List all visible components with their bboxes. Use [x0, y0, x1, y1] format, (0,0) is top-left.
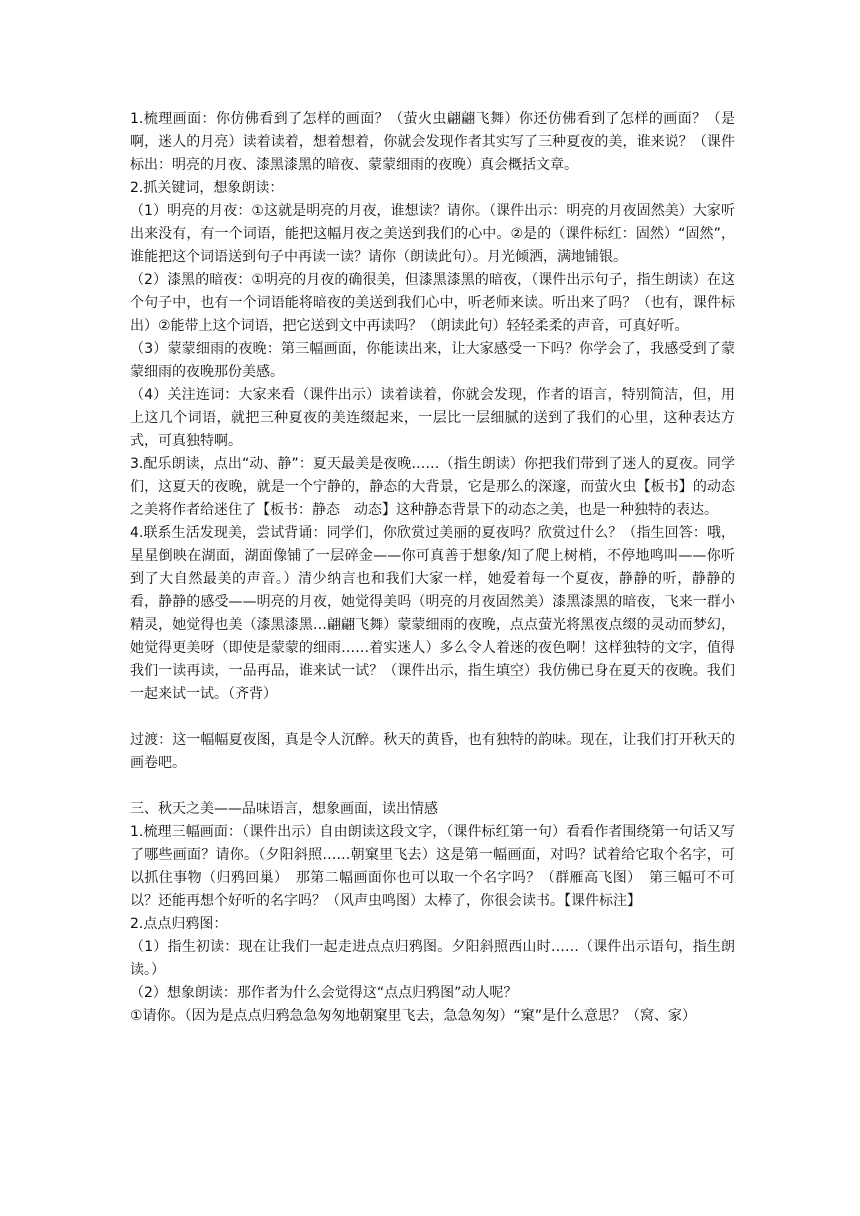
paragraph: 3.配乐朗读，点出“动、静”：夏天最美是夜晚……（指生朗读）你把我们带到了迷人的夏夜。同学们，这夏天的夜晚，就是一个宁静的，静态的大背景，它是那么的深邃，而萤火虫【板书】的动态之美将作者给迷住了【板书：静态 动态】这种静态背景下的动态之美，也是一种独特的表达。 — [130, 456, 735, 518]
paragraph: （4）关注连词：大家来看（课件出示）读着读着，你就会发现，作者的语言，特别简洁，但，用上这几个词语，就把三种夏夜的美连缀起来，一层比一层细腻的送到了我们的心里，这种表达方式，可真独特啊。 — [130, 387, 735, 449]
paragraph: 2.点点归鸦图： — [130, 916, 228, 932]
paragraph: ①请你。（因为是点点归鸦急急匆匆地朝窠里飞去，急急匆匆）“窠”是什么意思？（窝、家） — [130, 1008, 697, 1024]
blank-line — [130, 775, 735, 798]
paragraph: （1）明亮的月夜：①这就是明亮的月夜，谁想读？请你。（课件出示：明亮的月夜固然美）大家听出来没有，有一个词语，能把这幅月夜之美送到我们的心中。②是的（课件标红：固然）“固然”，谁能把这个词语送到句子中再读一读？请你（朗读此句）。月光倾洒，满地铺银。 — [130, 203, 735, 265]
paragraph: 过渡：这一幅幅夏夜图，真是令人沉醉。秋天的黄昏，也有独特的韵味。现在，让我们打开秋天的画卷吧。 — [130, 732, 735, 771]
paragraph: 1.梳理三幅画面：（课件出示）自由朗读这段文字，（课件标红第一句）看看作者围绕第一句话又写了哪些画面？请你。（夕阳斜照……朝窠里飞去）这是第一幅画面，对吗？试着给它取个名字，可以抓住事物（归鸦回巢） 那第二幅画面你也可以取一个名字吗？（群雁高飞图） 第三幅可不可以？还能再想个好听的名字吗？（风声虫鸣图）太棒了，你很会读书。【课件标注】 — [130, 824, 735, 909]
paragraph: （2）漆黑的暗夜：①明亮的月夜的确很美，但漆黑漆黑的暗夜，（课件出示句子，指生朗读）在这个句子中，也有一个词语能将暗夜的美送到我们心中，听老师来读。听出来了吗？（也有，课件标出）②能带上这个词语，把它送到文中再读吗？（朗读此句）轻轻柔柔的声音，可真好听。 — [130, 272, 735, 334]
paragraph: （1）指生初读：现在让我们一起走进点点归鸦图。夕阳斜照西山时……（课件出示语句，指生朗读。） — [130, 939, 735, 978]
document-body — [130, 108, 735, 1028]
blank-line — [130, 706, 735, 729]
paragraph: （3）蒙蒙细雨的夜晚：第三幅画面，你能读出来，让大家感受一下吗？你学会了，我感受到了蒙蒙细雨的夜晚那份美感。 — [130, 341, 735, 380]
paragraph: 2.抓关键词，想象朗读： — [130, 180, 284, 196]
paragraph: 三、秋天之美——品味语言，想象画面，读出情感 — [130, 801, 438, 817]
paragraph: 1.梳理画面：你仿佛看到了怎样的画面？（萤火虫翩翩飞舞）你还仿佛看到了怎样的画面？（是啊，迷人的月亮）读着读着，想着想着，你就会发现作者其实写了三种夏夜的美，谁来说？（课件标出：明亮的月夜、漆黑漆黑的暗夜、蒙蒙细雨的夜晚）真会概括文章。 — [130, 111, 735, 173]
paragraph: （2）想象朗读：那作者为什么会觉得这“点点归鸦图”动人呢？ — [130, 985, 518, 1001]
paragraph: 4.联系生活发现美，尝试背诵：同学们，你欣赏过美丽的夏夜吗？欣赏过什么？（指生回答：哦，星星倒映在湖面，湖面像铺了一层碎金——你可真善于想象/知了爬上树梢，不停地鸣叫——你听到了大自然最美的声音。）清少纳言也和我们大家一样，她爱着每一个夏夜，静静的听，静静的看，静静的感受——明亮的月夜，她觉得美吗（明亮的月夜固然美）漆黑漆黑的暗夜，飞来一群小精灵，她觉得也美（漆黑漆黑…翩翩飞舞）蒙蒙细雨的夜晚，点点萤光将黑夜点缀的灵动而梦幻，她觉得更美呀（即使是蒙蒙的细雨……着实迷人）多么令人着迷的夜色啊！这样独特的文字，值得我们一读再读，一品再品，谁来试一试？（课件出示，指生填空）我仿佛已身在夏天的夜晚。我们一起来试一试。（齐背） — [130, 525, 735, 702]
